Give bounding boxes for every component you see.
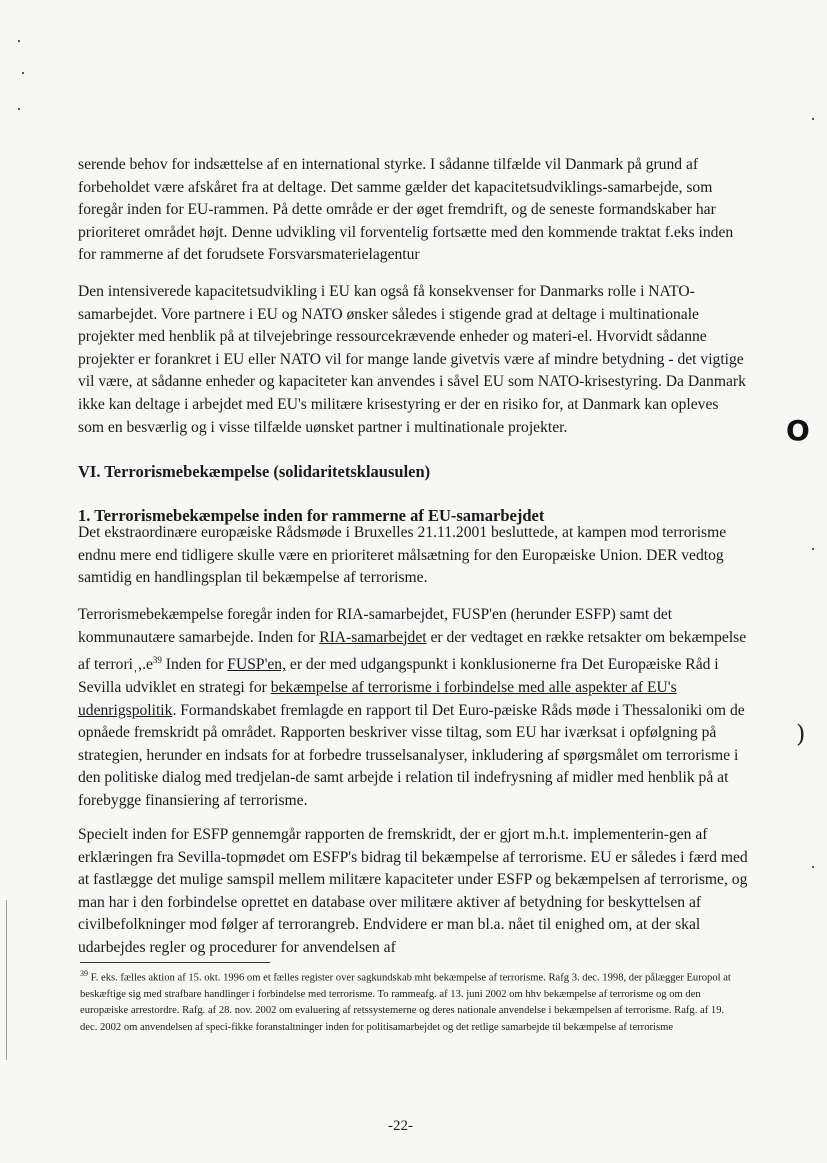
paragraph-5: Specielt inden for ESFP gennemgår rapporten de fremskridt, der er gjort m.h.t. implementerin-gen af erklæringen fra Sevilla-topmødet om ESFP's bidrag til bekæmpelse af terrorisme. EU er således i færd med at fastlægge det mulige samspil mellem militære kapaciteter under ESFP og bekæmpelsen af terrorisme, og man har i den forbindelse oprettet en database over militære aktiver af betydning for beskyttelsen af civilbefolkninger mod følger af terrorangreb. Endvidere er man bl.a. nået til enighed om, at der skal udarbejdes regler og procedurer for anvendelsen af	[78, 826, 748, 956]
paragraph-4-text-c: e	[145, 656, 153, 674]
page-number: -22-	[388, 1118, 413, 1134]
scan-speck	[812, 866, 814, 868]
scan-speck	[18, 40, 20, 42]
paragraph-3: Det ekstraordinære europæiske Rådsmøde i Bruxelles 21.11.2001 besluttede, at kampen mod terrorisme endnu mere end tidligere skulle være en prioriteret målsætning for den Europæiske Union. DER vedtog samtidig en handlingsplan til bekæmpelse af terrorisme.	[78, 524, 727, 587]
strategy-link-text: bekæmpelse af terrorisme i forbindelse med alle aspekter af EU's udenrigspolitik	[78, 678, 677, 719]
scan-speck	[812, 118, 814, 120]
paragraph-4-text-a: Terrorismebekæmpelse foregår inden for RIA-samarbejdet, FUSP'en (herunder ESFP) samt det kommunautære samarbejde. Inden for	[78, 606, 673, 646]
footnote-ref: 39	[152, 655, 162, 666]
paragraph-4-text-e: er der med udgangspunkt i konklusionerne fra Det Europæiske Råd i Sevilla udviklet en strategi for	[78, 656, 719, 696]
paragraph-4-text-b: er der vedtaget en række retsakter om bekæmpelse af terrori	[78, 628, 747, 674]
paragraph-2: Den intensiverede kapacitetsudvikling i EU kan også få konsekvenser for Danmarks rolle i NATO-samarbejdet. Vore partnere i EU og NATO ønsker således i stigende grad at deltage i multinationale projekter med henblik på at tilvejebringe ressourcekrævende enheder og materi-el. Hvorvidt sådanne projekter er forankret i EU eller NATO vil for mange lande givetvis være af mindre betydning - det vigtige vil være, at sådanne enheder og kapaciteter kan anvendes i såvel EU som NATO-krisestyring. Da Danmark ikke kan deltage i arbejdet med EU's militære krisestyring er der en risiko for, at Danmark kan opleves som en besværlig og i visse tilfælde uønsket partner i multinationale projekter.	[78, 283, 746, 436]
fusp-link-text: FUSP'en,	[227, 656, 287, 674]
punch-hole-mark: )	[796, 720, 806, 748]
section-heading: VI. Terrorismebekæmpelse (solidaritetsklausulen)	[78, 462, 431, 481]
paragraph-4-text-d: Inden for	[161, 656, 228, 674]
footnote-number: 39	[80, 969, 88, 978]
ria-link-text: RIA-samarbejdet	[319, 628, 427, 646]
footnote	[80, 966, 740, 1036]
garbled-text: ˌ,.	[132, 656, 146, 674]
punch-hole-mark: O	[786, 414, 810, 447]
scan-speck	[22, 72, 24, 74]
paragraph-4	[78, 604, 748, 813]
paragraph-1: serende behov for indsættelse af en international styrke. I sådanne tilfælde vil Danmark på grund af forbeholdet være afskåret fra at deltage. Det samme gælder det kapacitetsudviklings-samarbejde, som foregår inden for EU-rammen. På dette område er der øget fremdrift, og de seneste formandskaber har prioriteret området højt. Denne udvikling vil forventelig fortsætte med den kommende traktat f.eks inden for rammerne af det forudsete Forsvarsmaterielagentur	[78, 156, 734, 264]
footnote-text: F. eks. fælles aktion af 15. okt. 1996 om et fælles register over sagkundskab mht bekæmpelse af terrorisme. Rafg 3. dec. 1998, der pålægger Europol at beskæftige sig med strafbare handlinger i forbindelse med terrorisme. To rammeafg. af 13. juni 2002 om hhv bekæmpelse af terrorisme og om den europæiske arrestordre. Rafg. af 28. nov. 2002 om evaluering af retssystemerne og deres nationale anvendelse i bekæmpelsen af terrorisme. Rafg. af 19. dec. 2002 om anvendelsen af speci-fikke foranstaltninger inden for politisamarbejdet og det retlige samarbejde til bekæmpelse af terrorisme	[80, 972, 731, 1033]
subsection-heading: 1. Terrorismebekæmpelse inden for rammerne af EU-samarbejdet	[78, 506, 545, 525]
scan-speck	[18, 108, 20, 110]
footnote-divider	[80, 962, 270, 963]
scan-speck	[812, 548, 814, 550]
scan-edge-line	[6, 900, 7, 1060]
paragraph-4-text-f: . Formandskabet fremlagde en rapport til Det Euro-pæiske Råds møde i Thessaloniki om de opnåede fremskridt på området. Rapporten beskriver visse tiltag, som EU har iværksat i opfølgning på strategien, herunder en indsats for at forbedre trusselsanalyser, inkludering af spørgsmålet om terrorisme i den politiske dialog med tredjelan-de samt arbejde i relation til indefrysning af midler med henblik på at forebygge finansiering af terrorisme.	[78, 701, 745, 809]
